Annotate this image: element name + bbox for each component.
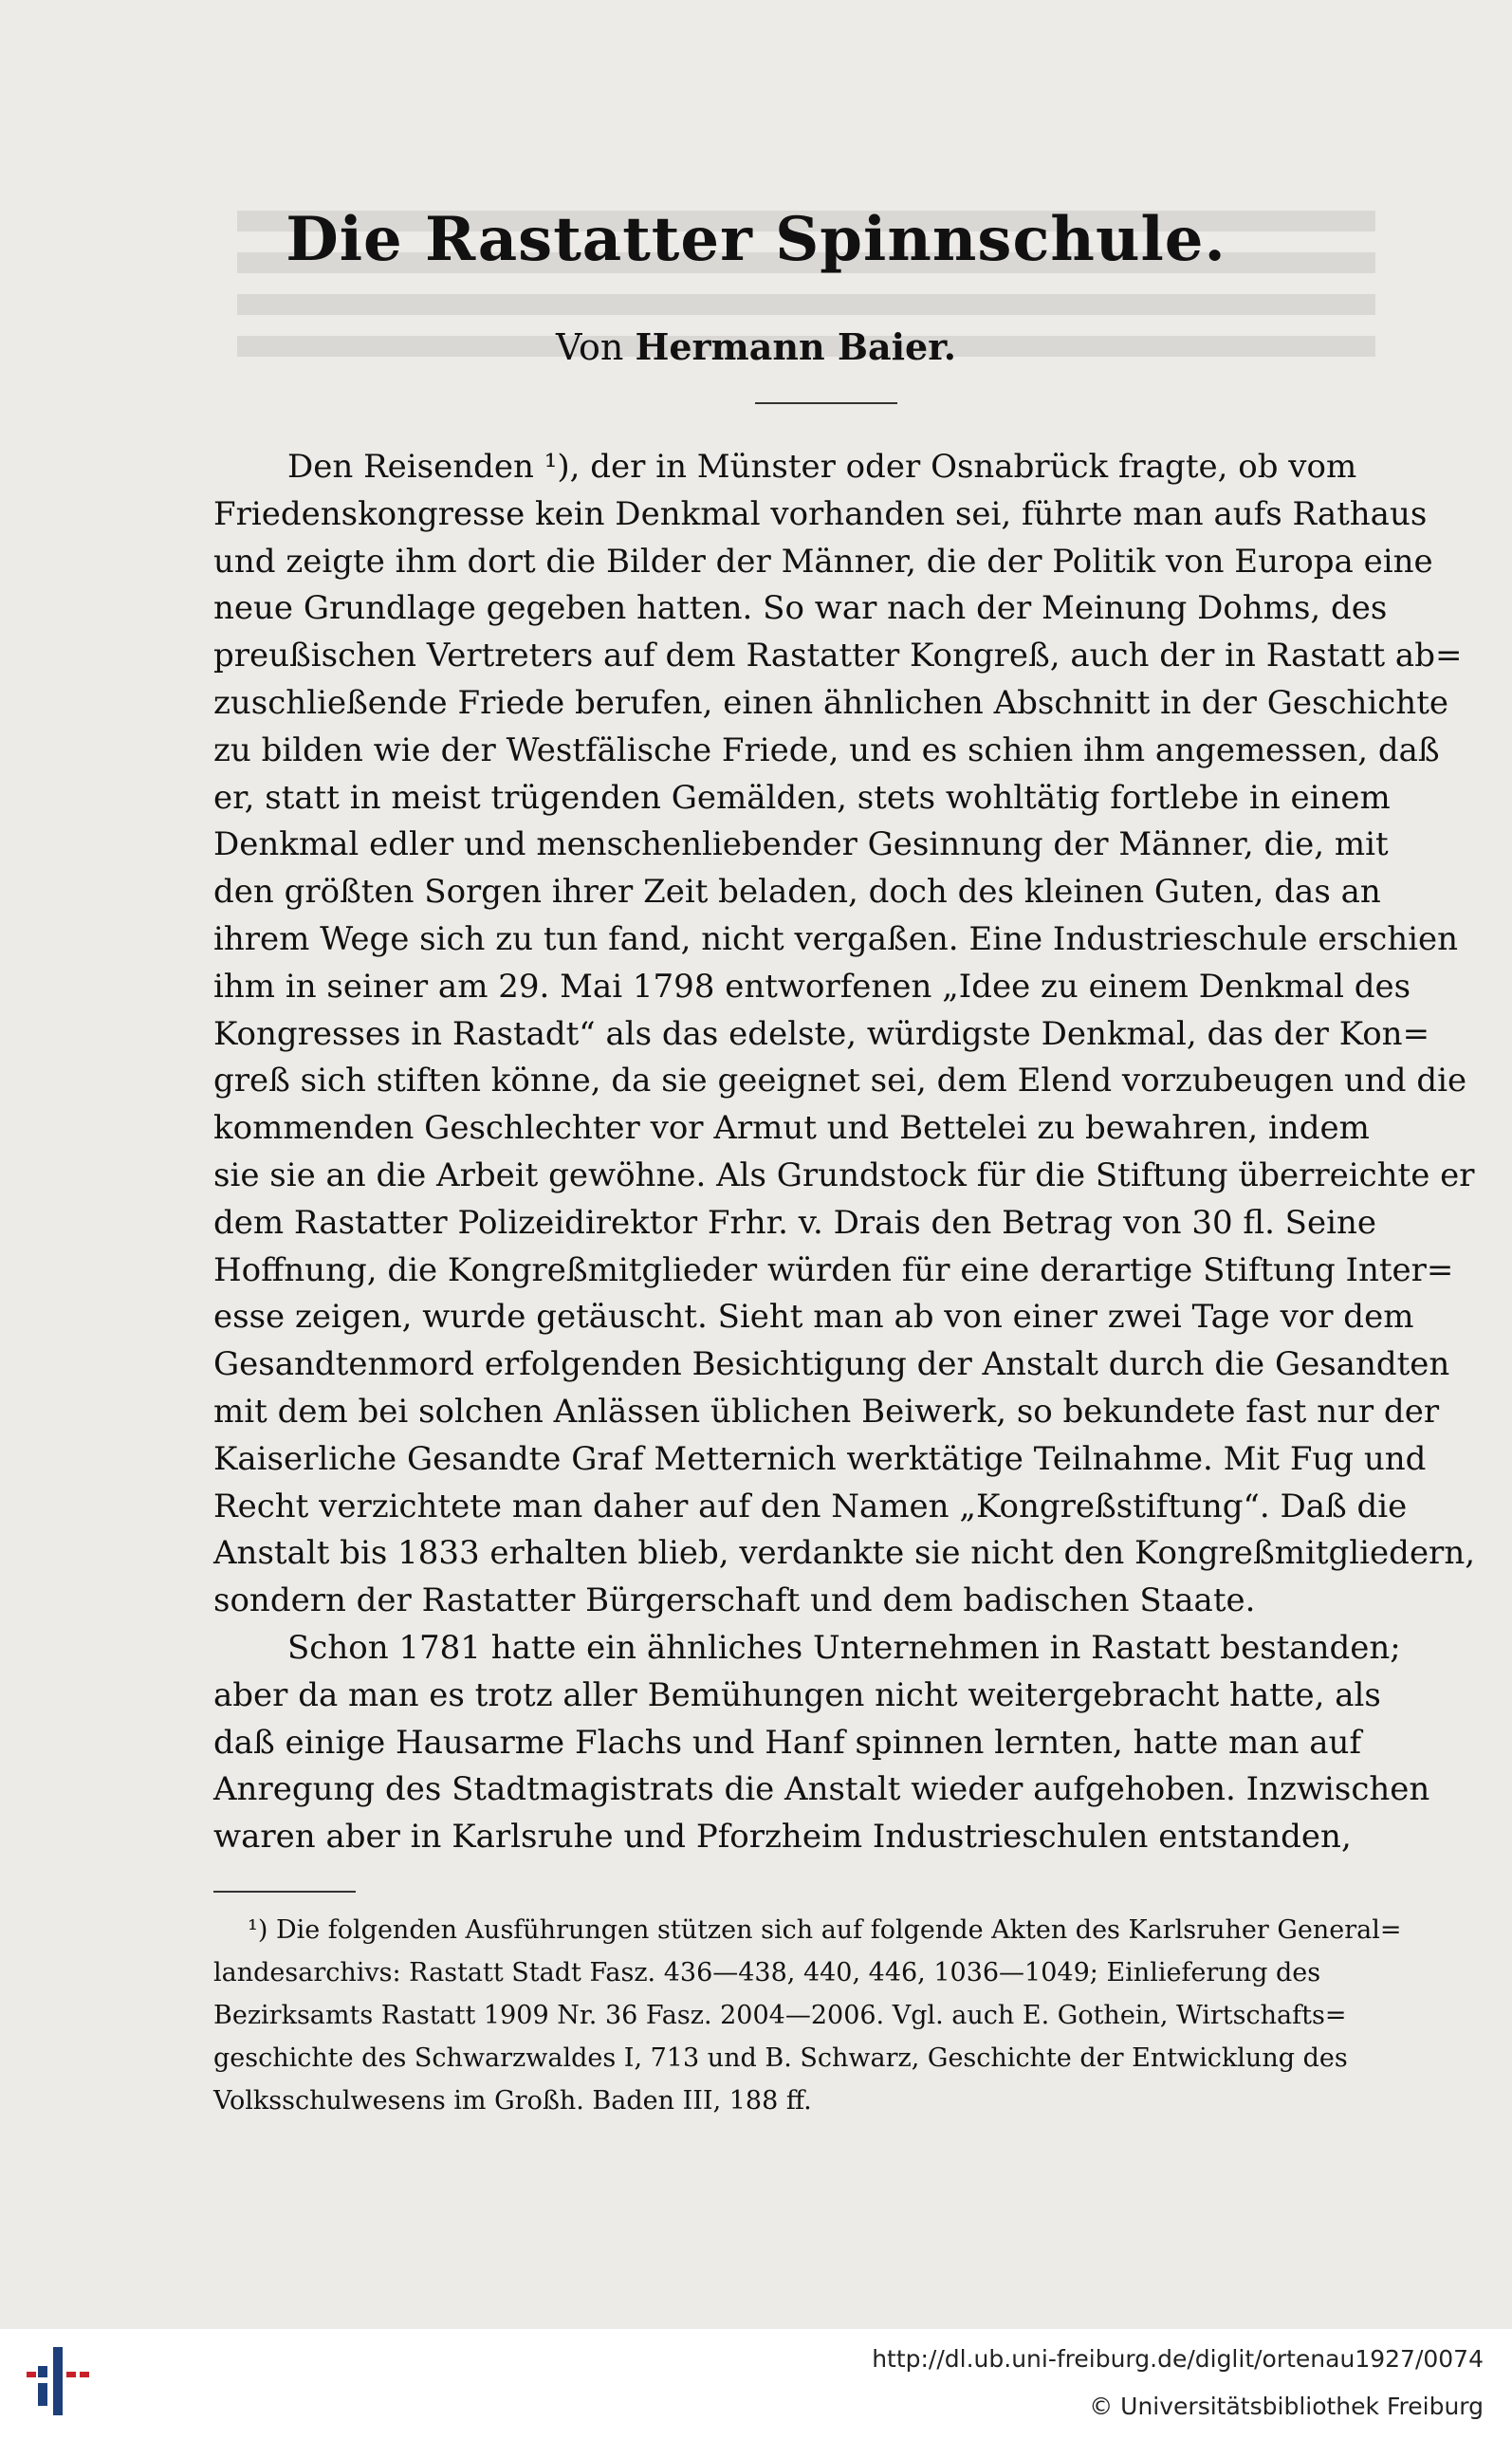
body-line: Schon 1781 hatte ein ähnliches Unternehmen in Rastatt bestanden; xyxy=(287,1628,1401,1667)
body-line: Anstalt bis 1833 erhalten blieb, verdankte sie nicht den Kongreßmitgliedern, xyxy=(213,1534,1476,1573)
body-line: den größten Sorgen ihrer Zeit beladen, doch des kleinen Guten, das an xyxy=(213,873,1381,912)
copyright-notice: © Universitätsbibliothek Freiburg xyxy=(1089,2393,1484,2420)
permalink-url[interactable]: http://dl.ub.uni-freiburg.de/diglit/ortenau1927/0074 xyxy=(872,2345,1484,2373)
body-line: Kaiserliche Gesandte Graf Metternich werktätige Teilnahme. Mit Fug und xyxy=(213,1439,1427,1478)
body-line: er, statt in meist trügenden Gemälden, stets wohltätig fortlebe in einem xyxy=(213,778,1391,817)
body-line: Anregung des Stadtmagistrats die Anstalt wieder aufgehoben. Inzwischen xyxy=(213,1770,1430,1809)
body-line: dem Rastatter Polizeidirektor Frhr. v. Drais den Betrag von 30 fl. Seine xyxy=(213,1203,1376,1242)
body-line: kommenden Geschlechter vor Armut und Bettelei zu bewahren, indem xyxy=(213,1109,1370,1148)
footnote xyxy=(213,1909,1402,2122)
ub-freiburg-logo-icon[interactable] xyxy=(25,2338,101,2423)
body-line: esse zeigen, wurde getäuscht. Sieht man ab von einer zwei Tage vor dem xyxy=(213,1298,1414,1337)
body-line: sondern der Rastatter Bürgerschaft und dem badischen Staate. xyxy=(213,1581,1256,1620)
article-byline xyxy=(0,325,1512,368)
author-name: Hermann Baier. xyxy=(635,325,956,368)
body-line: neue Grundlage gegeben hatten. So war nach der Meinung Dohms, des xyxy=(213,589,1388,628)
body-line: aber da man es trotz aller Bemühungen nicht weitergebracht hatte, als xyxy=(213,1675,1381,1714)
body-line: greß sich stiften könne, da sie geeignet sei, dem Elend vorzubeugen und die xyxy=(213,1062,1467,1100)
body-line: Den Reisenden ¹), der in Münster oder Osnabrück fragte, ob vom xyxy=(287,448,1357,486)
body-line: preußischen Vertreters auf dem Rastatter Kongreß, auch der in Rastatt ab= xyxy=(213,637,1463,675)
body-line: Recht verzichtete man daher auf den Namen „Kongreßstiftung“. Daß die xyxy=(213,1487,1408,1525)
footnote-line: Bezirksamts Rastatt 1909 Nr. 36 Fasz. 2004—2006. Vgl. auch E. Gothein, Wirtschafts= xyxy=(213,2001,1347,2030)
body-line: mit dem bei solchen Anlässen üblichen Beiwerk, so bekundete fast nur der xyxy=(213,1392,1440,1431)
footnote-line: Volksschulwesens im Großh. Baden III, 188 ff. xyxy=(213,2086,812,2116)
footnote-rule xyxy=(213,1891,356,1893)
body-line: daß einige Hausarme Flachs und Hanf spinnen lernten, hatte man auf xyxy=(213,1723,1362,1762)
body-line: Hoffnung, die Kongreßmitglieder würden für eine derartige Stiftung Inter= xyxy=(213,1250,1454,1289)
byline-prefix: Von xyxy=(556,326,624,368)
footnote-line: ¹) Die folgenden Ausführungen stützen sich auf folgende Akten des Karlsruher General= xyxy=(248,1915,1402,1945)
body-line: zu bilden wie der Westfälische Friede, und es schien ihm angemessen, daß xyxy=(213,730,1440,769)
body-line: sie sie an die Arbeit gewöhne. Als Grundstock für die Stiftung überreichte er xyxy=(213,1155,1475,1194)
body-line: Friedenskongresse kein Denkmal vorhanden sei, führte man aufs Rathaus xyxy=(213,494,1428,533)
body-line: ihrem Wege sich zu tun fand, nicht vergaßen. Eine Industrieschule erschien xyxy=(213,919,1459,958)
body-line: ihm in seiner am 29. Mai 1798 entworfenen „Idee zu einem Denkmal des xyxy=(213,967,1411,1006)
footnote-line: landesarchivs: Rastatt Stadt Fasz. 436—438, 440, 446, 1036—1049; Einlieferung des xyxy=(213,1958,1321,1987)
body-line: und zeigte ihm dort die Bilder der Männer, die der Politik von Europa eine xyxy=(213,542,1433,581)
title-separator-rule xyxy=(755,402,897,404)
body-line: Gesandtenmord erfolgenden Besichtigung der Anstalt durch die Gesandten xyxy=(213,1345,1450,1384)
body-line: Denkmal edler und menschenliebender Gesinnung der Männer, die, mit xyxy=(213,825,1389,864)
body-line: zuschließende Friede berufen, einen ähnlichen Abschnitt in der Geschichte xyxy=(213,683,1448,722)
body-text xyxy=(213,444,1476,1861)
article-title: Die Rastatter Spinnschule. xyxy=(286,204,1226,275)
body-line: Kongresses in Rastadt“ als das edelste, würdigste Denkmal, das der Kon= xyxy=(213,1014,1430,1053)
body-line: waren aber in Karlsruhe und Pforzheim Industrieschulen entstanden, xyxy=(213,1818,1352,1857)
footnote-line: geschichte des Schwarzwaldes I, 713 und B. Schwarz, Geschichte der Entwicklung des xyxy=(213,2043,1348,2073)
